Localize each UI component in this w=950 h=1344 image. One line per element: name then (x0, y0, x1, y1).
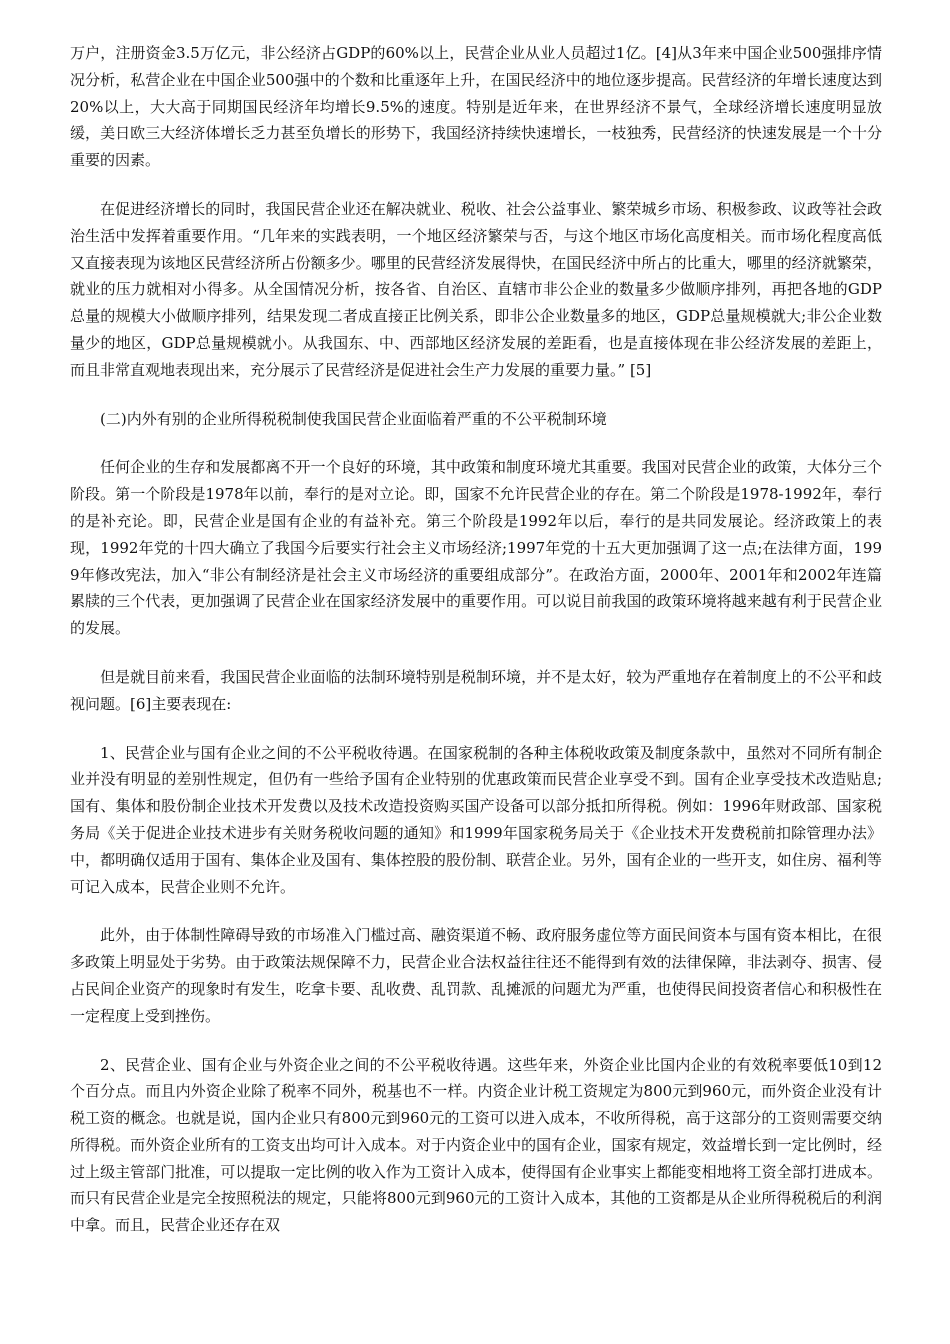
document-page (70, 40, 882, 1261)
paragraph-point-2: 2、民营企业、国有企业与外资企业之间的不公平税收待遇。这些年来，外资企业比国内企业的有效税率要低10到12个百分点。而且内外资企业除了税率不同外，税基也不一样。内资企业计税工资规定为800元到960元，而外资企业没有计税工资的概念。也就是说，国内企业只有800元到960元的工资可以进入成本，不收所得税，高于这部分的工资则需要交纳所得税。而外资企业所有的工资支出均可计入成本。对于内资企业中的国有企业，国家有规定，效益增长到一定比例时，经过上级主管部门批准，可以提取一定比例的收入作为工资计入成本，使得国有企业事实上都能变相地将工资全部打进成本。而只有民营企业是完全按照税法的规定，只能将800元到960元的工资计入成本，其他的工资都是从企业所得税税后的利润中拿。而且，民营企业还存在双 (70, 1055, 882, 1235)
paragraph-additional: 此外，由于体制性障碍导致的市场准入门槛过高、融资渠道不畅、政府服务虚位等方面民间资本与国有资本相比，在很多政策上明显处于劣势。由于政策法规保障不力，民营企业合法权益往往还不能得到有效的法律保障，非法剥夺、损害、侵占民间企业资产的现象时有发生，吃拿卡要、乱收费、乱罚款、乱摊派的问题尤为严重，也使得民间投资者信心和积极性在一定程度上受到挫伤。 (70, 926, 882, 1025)
paragraph-point-1: 1、民营企业与国有企业之间的不公平税收待遇。在国家税制的各种主体税收政策及制度条款中，虽然对不同所有制企业并没有明显的差别性规定，但仍有一些给予国有企业特别的优惠政策而民营企业享受不到。国有企业享受技术改造贴息;国有、集体和股份制企业技术开发费以及技术改造投资购买国产设备可以部分抵扣所得税。例如：1996年财政部、国家税务局《关于促进企业技术进步有关财务税收问题的通知》和1999年国家税务局关于《企业技术开发费税前扣除管理办法》中，都明确仅适用于国有、集体企业及国有、集体控股的股份制、联营企业。另外，国有企业的一些开支，如住房、福利等可记入成本，民营企业则不允许。 (70, 743, 882, 896)
paragraph-private-enterprise-role: 在促进经济增长的同时，我国民营企业还在解决就业、税收、社会公益事业、繁荣城乡市场、积极参政、议政等社会政治生活中发挥着重要作用。“几年来的实践表明，一个地区经济繁荣与否，与这个地区市场化高度相关。而市场化程度高低又直接表现为该地区民营经济所占份额多少。哪里的民营经济发展得快，在国民经济中所占的比重大，哪里的经济就繁荣，就业的压力就相对小得多。从全国情况分析，按各省、自治区、直辖市非公企业的数量多少做顺序排列，再把各地的GDP总量的规模大小做顺序排列，结果发现二者成直接正比例关系，即非公企业数量多的地区，GDP总量规模就大;非公企业数量少的地区，GDP总量规模就小。从我国东、中、西部地区经济发展的差距看，也是直接体现在非公经济发展的差距上，而且非常直观地表现出来，充分展示了民营经济是促进社会生产力发展的重要力量。” [5] (70, 199, 882, 379)
section-heading: (二)内外有别的企业所得税税制使我国民营企业面临着严重的不公平税制环境 (100, 409, 607, 428)
paragraph-policy-environment: 任何企业的生存和发展都离不开一个良好的环境，其中政策和制度环境尤其重要。我国对民营企业的政策，大体分三个阶段。第一个阶段是1978年以前，奉行的是对立论。即，国家不允许民营企业的存在。第二个阶段是1978-1992年，奉行的是补充论。即，民营企业是国有企业的有益补充。第三个阶段是1992年以后，奉行的是共同发展论。经济政策上的表现，1992年党的十四大确立了我国今后要实行社会主义市场经济;1997年党的十五大更加强调了这一点;在法律方面，1999年修改宪法，加入“非公有制经济是社会主义市场经济的重要组成部分”。在政治方面，2000年、2001年和2002年连篇累牍的三个代表，更加强调了民营企业在国家经济发展中的重要作用。可以说目前我国的政策环境将越来越有利于民营企业的发展。 (70, 458, 882, 638)
paragraph-continuation: 万户，注册资金3.5万亿元，非公经济占GDP的60%以上，民营企业从业人员超过1亿。[4]从3年来中国企业500强排序情况分析，私营企业在中国企业500强中的个数和比重逐年上升，在国民经济中的地位逐步提高。民营经济的年增长速度达到20%以上，大大高于同期国民经济年均增长9.5%的速度。特别是近年来，在世界经济不景气，全球经济增长速度明显放缓，美日欧三大经济体增长乏力甚至负增长的形势下，我国经济持续快速增长，一枝独秀，民营经济的快速发展是一个十分重要的因素。 (70, 44, 882, 170)
paragraph-tax-environment: 但是就目前来看，我国民营企业面临的法制环境特别是税制环境，并不是太好，较为严重地存在着制度上的不公平和歧视问题。[6]主要表现在: (70, 667, 882, 713)
